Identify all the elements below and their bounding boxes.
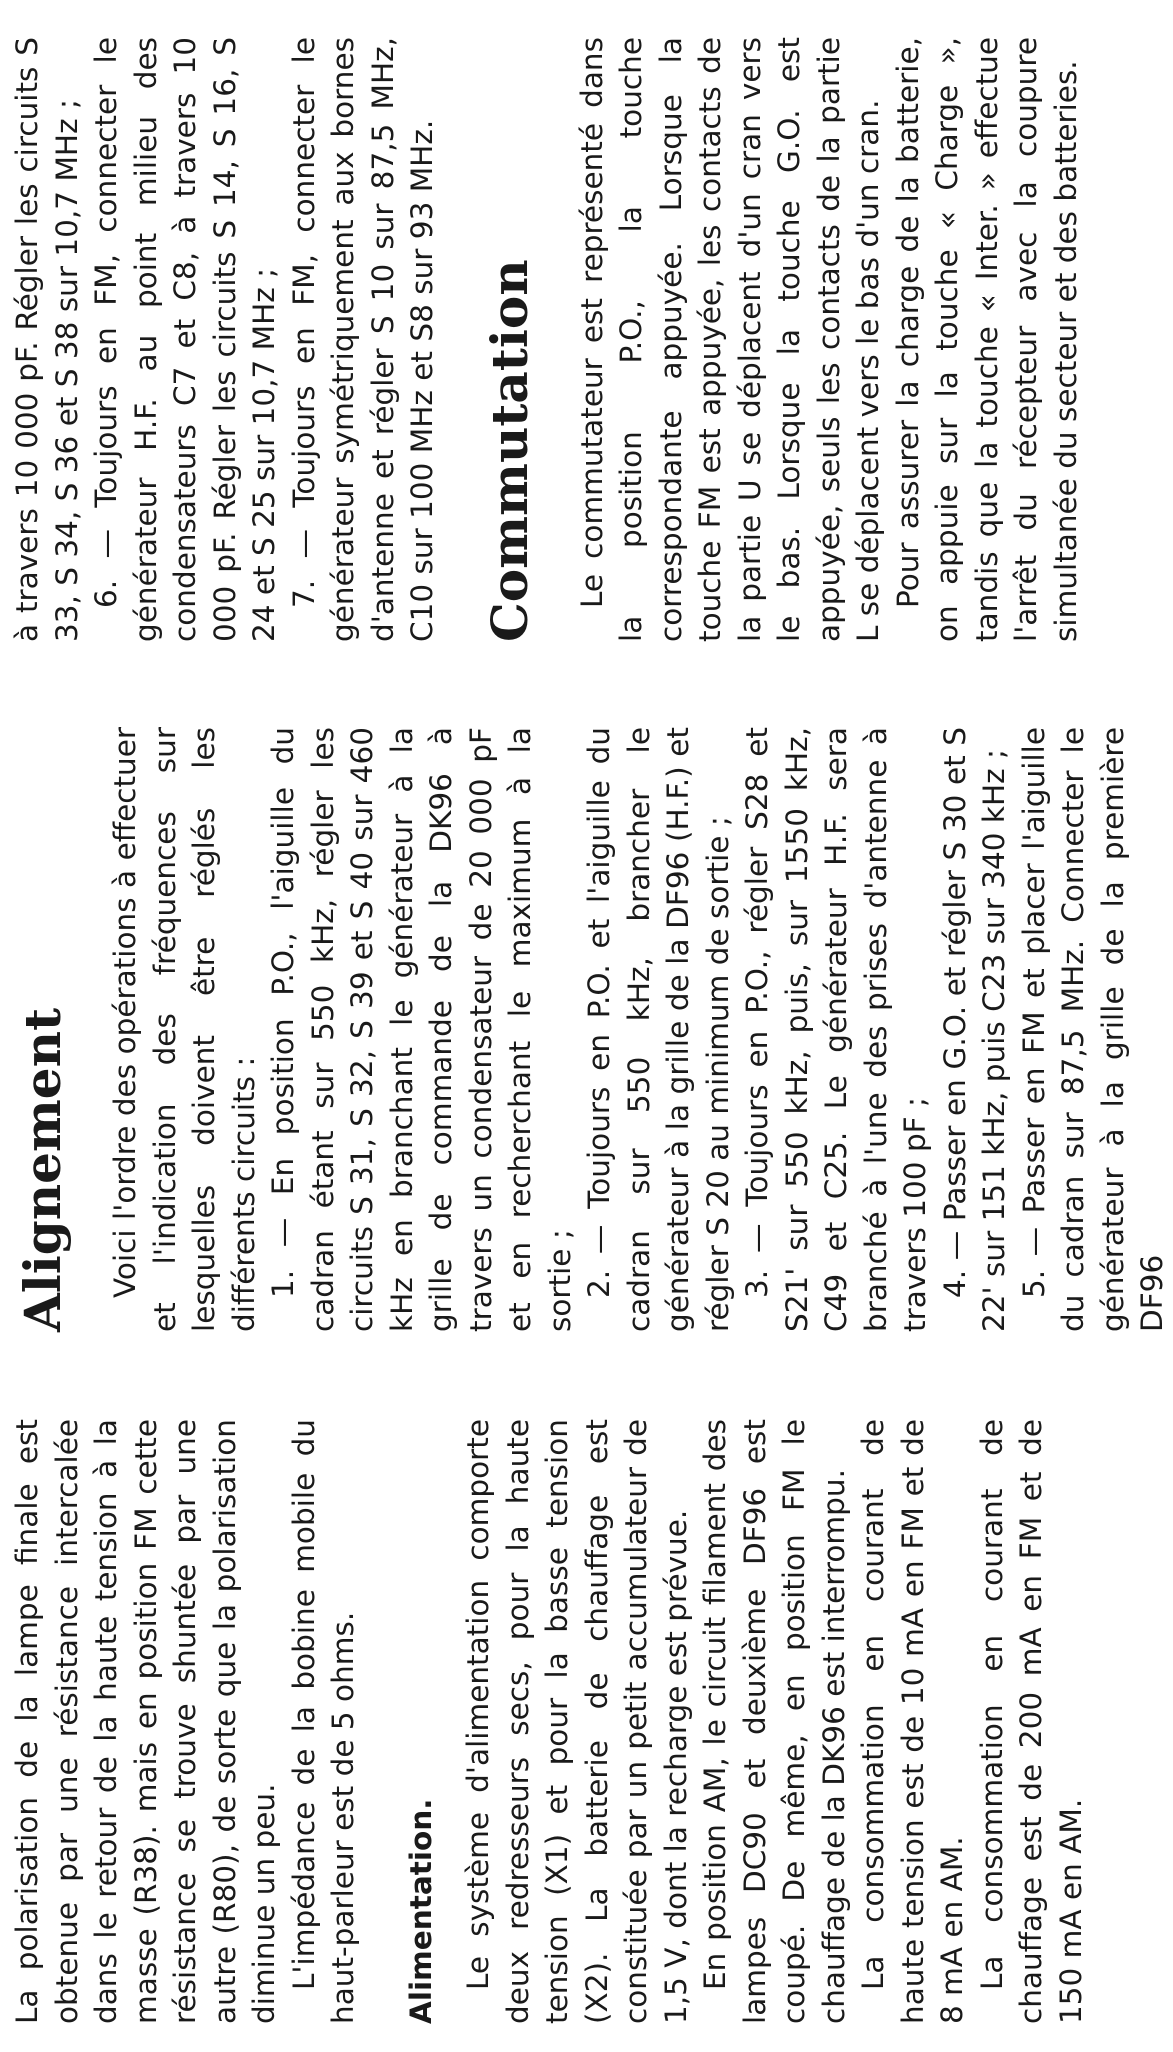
paragraph: La consommation en courant de chauffage est de 200 mA en FM et de 150 mA en AM. <box>974 1419 1088 2024</box>
paragraph: La polarisation de la lampe finale est obtenue par une résistance intercalée dans le retour de la haute tension à la masse (R38). mais en position FM cette résistance se trouve shuntée par une autre (R80), de sorte que la polarisation diminue un peu. <box>10 1419 281 2024</box>
paragraph: 1. — En position P.O., l'aiguille du cadran étant sur 550 kHz, régler les circuits S 31, S 32, S 39 et S 40 sur 460 kHz en branchant le générateur à la grille de commande de la DK96 à travers un condensateur de 20 000 pF et en recherchant le maximum à la sortie ; <box>266 727 577 1332</box>
paragraph: Voici l'ordre des opérations à effectuer et l'indication des fréquences sur lesquelles doivent être réglés les différents circuits : <box>108 727 261 1332</box>
paragraph: 4. — Passer en G.O. et régler S 30 et S 22' sur 151 kHz, puis C23 sur 340 kHz ; <box>937 727 1011 1332</box>
paragraph: 6. — Toujours en FM, connecter le générateur H.F. au point milieu des condensateurs C7 et C8, à travers 10 000 pF. Régler les circuits S 14, S 16, S 24 et S 25 sur 10,7 MHz ; <box>89 37 281 642</box>
paragraph: Pour assurer la charge de la batterie, on appuie sur la touche « Charge », tandis que la touche « Inter. » effectue l'arrêt du récepteur avec la coupure simultanée du secteur et des batteries. <box>890 37 1083 642</box>
paragraph: L'impédance de la bobine mobile du haut-parleur est de 5 ohms. <box>286 1419 360 2024</box>
column-middle <box>8 727 1173 1332</box>
paragraph: 2. — Toujours en P.O. et l'aiguille du cadran sur 550 kHz, brancher le générateur à la grille de la DF96 (H.F.) et régler S 20 au minimum de sortie ; <box>582 727 735 1332</box>
paragraph: à travers 10 000 pF. Régler les circuits S 33, S 34, S 36 et S 38 sur 10,7 MHz ; <box>10 37 84 642</box>
paragraph: 5. — Passer en FM et placer l'aiguille du cadran sur 87,5 MHz. Connecter le générateur à la grille de la première DF96 <box>1016 727 1169 1332</box>
paragraph: Le système d'alimentation comporte deux redresseurs secs, pour la haute tension (X1) et pour la basse tension (X2). La batterie de chauffage est constituée par un petit accumulateur de 1,5 V, dont la recharge est prévue. <box>461 1419 693 2024</box>
paragraph: Le commutateur est représenté dans la position P.O., la touche correspondante appuyée. Lorsque la touche FM est appuyée, les contacts de la partie U se déplacent d'un cran vers le bas. Lorsque la touche G.O. est appuyée, seuls les contacts de la partie L se déplacent vers le bas d'un cran. <box>574 37 885 642</box>
column-right <box>8 37 1086 642</box>
section-title-alignement: Alignement <box>13 1007 72 1332</box>
paragraph: 7. — Toujours en FM, connecter le générateur symétriquement aux bornes d'antenne et régler S 10 sur 87,5 MHz, C10 sur 100 MHz et S8 sur 93 MHz. <box>286 37 439 642</box>
section-title-commutation: Commutation <box>479 259 539 642</box>
paragraph: La consommation en courant de haute tension est de 10 mA en FM et de 8 mA en AM. <box>856 1419 969 2024</box>
paragraph: En position AM, le circuit filament des lampes DC90 et deuxième DF96 est coupé. De même, en position FM le chauffage de la DK96 est interrompu. <box>698 1419 851 2024</box>
section-heading-alimentation: Alimentation. <box>403 1798 438 2024</box>
paragraph: 3. — Toujours en P.O., régler S28 et S21' sur 550 kHz, puis, sur 1550 kHz, C49 et C25. Le générateur H.F. sera branché à l'une des prises d'antenne à travers 100 pF ; <box>740 727 932 1332</box>
column-left <box>8 1419 1091 2024</box>
